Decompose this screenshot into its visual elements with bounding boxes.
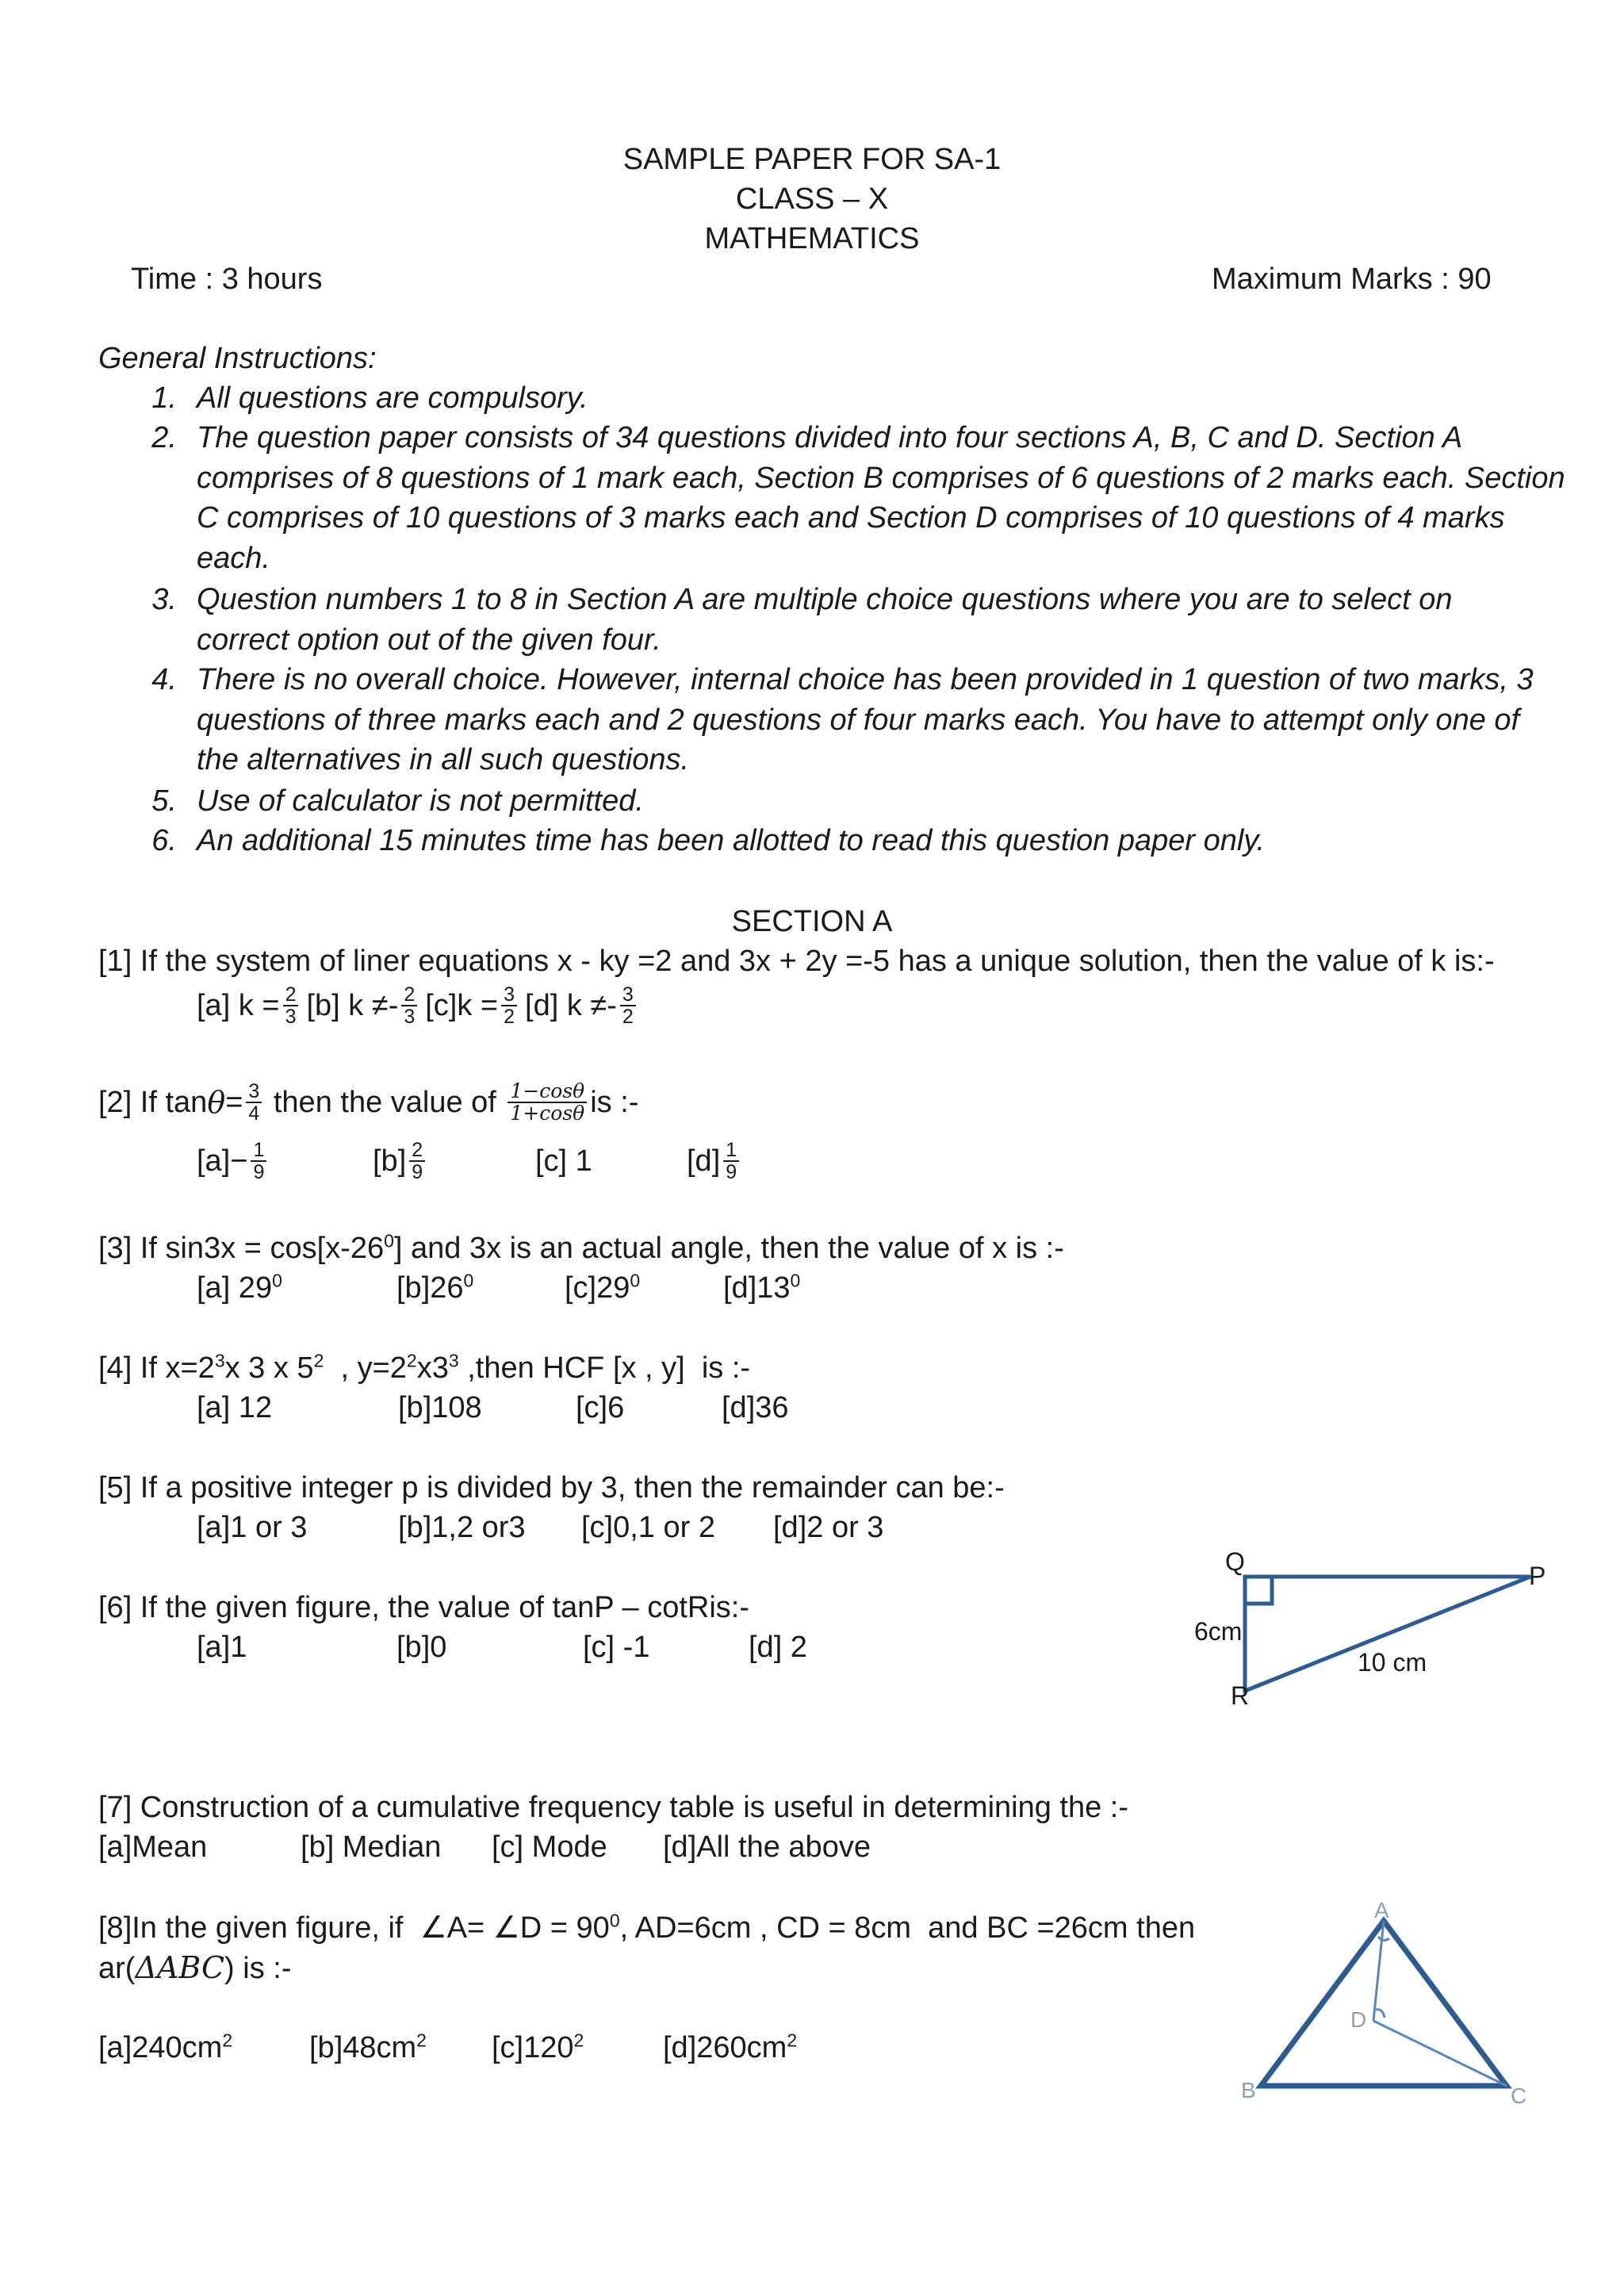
q2-option-b: [b] $\frac{2}{9}$ bbox=[373, 1136, 428, 1186]
instruction-line: Use of calculator is not permitted. bbox=[197, 784, 644, 818]
q2-option-a: [a]− $\frac{1}{9}$ bbox=[197, 1136, 270, 1186]
q5-option-c: [c]0,1 or 2 bbox=[581, 1511, 715, 1544]
q7-option-c: [c] Mode bbox=[492, 1830, 607, 1864]
q2-theta: θ bbox=[207, 1085, 226, 1120]
question-6-text: [6] If the given figure, the value of tanP – cotRis:- bbox=[98, 1591, 749, 1624]
instructions-heading: General Instructions: bbox=[98, 342, 377, 375]
q2-mid: then the value of bbox=[265, 1086, 505, 1119]
q7-option-b: [b] Median bbox=[301, 1830, 442, 1864]
q2-tan-fraction: $\frac{3}{4}$ bbox=[246, 1081, 262, 1125]
q5-option-a: [a]1 or 3 bbox=[197, 1511, 308, 1544]
q1-option-b-fraction: $\frac{2}{3}$ bbox=[401, 984, 417, 1028]
q7-option-a: [a]Mean bbox=[98, 1830, 208, 1864]
right-triangle-figure bbox=[1174, 1547, 1570, 1713]
instruction-number: 3. bbox=[151, 583, 177, 616]
q2-eq: = bbox=[225, 1086, 243, 1119]
instruction-line: There is no overall choice. However, internal choice has been provided in 1 question of two marks, 3 bbox=[197, 663, 1534, 696]
q1-option-d-fraction: $\frac{3}{2}$ bbox=[620, 984, 636, 1028]
q1-option-c-label: [c]k = bbox=[425, 989, 499, 1022]
q2-prefix: [2] If tan bbox=[98, 1086, 208, 1119]
max-marks-label: Maximum Marks : 90 bbox=[1212, 263, 1492, 296]
q1-option-d-label: [d] k ≠- bbox=[525, 989, 617, 1022]
side-qr-label: 6cm bbox=[1194, 1617, 1243, 1646]
q3-option-a: [a] $29^0$ bbox=[197, 1270, 282, 1305]
instruction-number: 6. bbox=[151, 824, 177, 857]
section-a-heading: SECTION A bbox=[731, 905, 893, 938]
q6-option-d: [d] 2 bbox=[749, 1631, 807, 1664]
q1-option-c-fraction: $\frac{3}{2}$ bbox=[501, 984, 517, 1028]
q3-option-b: $[b]26^0$ bbox=[396, 1270, 474, 1305]
instruction-line: All questions are compulsory. bbox=[197, 381, 588, 415]
q5-option-b: [b]1,2 or3 bbox=[398, 1511, 526, 1544]
q6-option-c: [c] -1 bbox=[583, 1631, 650, 1664]
vertex-a-label: A bbox=[1374, 1898, 1389, 1922]
question-5-text: [5] If a positive integer p is divided by 3, then the remainder can be:- bbox=[98, 1471, 1005, 1504]
side-rp-label: 10 cm bbox=[1358, 1648, 1427, 1677]
vertex-d-label: D bbox=[1350, 2007, 1367, 2032]
q1-option-a-label: [a] k = bbox=[197, 989, 280, 1022]
question-4-text: [4] If $x=2^3x$ 3 x $5^2$ , $y=2^2x3^3$ ,then HCF [x , y] is :- bbox=[98, 1350, 751, 1385]
q4-option-c: [c]6 bbox=[576, 1391, 625, 1424]
instruction-line: questions of three marks each and 2 questions of four marks each. You have to attempt only one of bbox=[197, 703, 1520, 737]
instruction-line: An additional 15 minutes time has been allotted to read this question paper only. bbox=[197, 824, 1266, 857]
question-3-text: [3] If $\sin 3x = \cos[x-26^0]$ and 3x is an actual angle, then the value of x is :- bbox=[98, 1230, 1064, 1265]
q1-option-a-fraction: $\frac{2}{3}$ bbox=[283, 984, 299, 1028]
segment-dc bbox=[1373, 2021, 1507, 2086]
q3-option-c: $[c]29^0$ bbox=[565, 1270, 641, 1305]
time-label: Time : 3 hours bbox=[131, 263, 323, 296]
q8-option-c: $[c]120^2$ bbox=[492, 2030, 584, 2064]
q2-option-c: [c] 1 bbox=[535, 1144, 592, 1178]
vertex-p-label: P bbox=[1529, 1562, 1546, 1590]
vertex-r-label: R bbox=[1231, 1681, 1250, 1710]
vertex-b-label: B bbox=[1241, 2078, 1256, 2102]
vertex-c-label: C bbox=[1511, 2083, 1527, 2108]
angle-a-marker bbox=[1378, 1937, 1389, 1941]
question-2-text bbox=[98, 1077, 638, 1128]
instruction-number: 5. bbox=[151, 784, 177, 818]
q2-option-d: [d] $\frac{1}{9}$ bbox=[687, 1136, 742, 1186]
question-8-line2: ar(ΔABC) is :- bbox=[98, 1950, 292, 1985]
q5-option-d: [d]2 or 3 bbox=[773, 1511, 884, 1544]
instruction-line: comprises of 8 questions of 1 mark each, Section B comprises of 6 questions of 2 marks each. Section bbox=[197, 461, 1565, 495]
paper-title: SAMPLE PAPER FOR SA-1 bbox=[622, 143, 1002, 176]
instruction-number: 4. bbox=[151, 663, 177, 696]
q8-option-b: $[b]48cm^2$ bbox=[309, 2030, 427, 2064]
q8-option-a: $[a]240cm^2$ bbox=[98, 2030, 233, 2064]
triangle-abc bbox=[1261, 1921, 1507, 2086]
q4-option-a: [a] 12 bbox=[197, 1391, 273, 1424]
triangle-abc-figure bbox=[1237, 1895, 1554, 2118]
q7-option-d: [d]All the above bbox=[663, 1830, 871, 1864]
q4-option-b: [b]108 bbox=[398, 1391, 482, 1424]
instruction-line: C comprises of 10 questions of 3 marks each and Section D comprises of 10 questions of 4 marks bbox=[197, 501, 1505, 535]
question-1-text: [1] If the system of liner equations x - ky =2 and 3x + 2y =-5 has a unique solution, then the value of k is:- bbox=[98, 945, 1495, 978]
q8-option-d: $[d]260cm^2$ bbox=[663, 2030, 798, 2064]
vertex-q-label: Q bbox=[1225, 1547, 1245, 1576]
question-1-options bbox=[197, 982, 639, 1029]
instruction-number: 2. bbox=[151, 421, 177, 454]
q2-suffix: is :- bbox=[590, 1086, 639, 1119]
angle-d-marker bbox=[1375, 2010, 1385, 2018]
class-line: CLASS – X bbox=[735, 182, 889, 216]
question-8-text: [8]In the given figure, if ∠A= ∠D = $90^0$, AD=6cm , CD = 8cm and BC =26cm then bbox=[98, 1910, 1196, 1945]
instruction-line: correct option out of the given four. bbox=[197, 623, 661, 657]
instruction-line: the alternatives in all such questions. bbox=[197, 743, 690, 776]
instruction-line: each. bbox=[197, 541, 270, 575]
q4-option-d: [d]36 bbox=[722, 1391, 789, 1424]
q6-option-b: [b]0 bbox=[396, 1631, 447, 1664]
question-7-text: [7] Construction of a cumulative frequency table is useful in determining the :- bbox=[98, 1791, 1129, 1824]
instruction-line: Question numbers 1 to 8 in Section A are multiple choice questions where you are to select on bbox=[197, 583, 1453, 616]
subject-line: MATHEMATICS bbox=[704, 222, 920, 255]
instruction-line: The question paper consists of 34 questions divided into four sections A, B, C and D. Section A bbox=[197, 421, 1463, 454]
q6-option-a: [a]1 bbox=[197, 1631, 247, 1664]
instruction-number: 1. bbox=[151, 381, 177, 415]
right-angle-marker bbox=[1245, 1577, 1272, 1604]
q3-option-d: $[d]13^0$ bbox=[723, 1270, 801, 1305]
q2-expression-fraction: $\frac{1-\cos\theta}{1+\cos\theta}$ bbox=[508, 1081, 587, 1125]
q1-option-b-label: [b] k ≠- bbox=[306, 989, 399, 1022]
